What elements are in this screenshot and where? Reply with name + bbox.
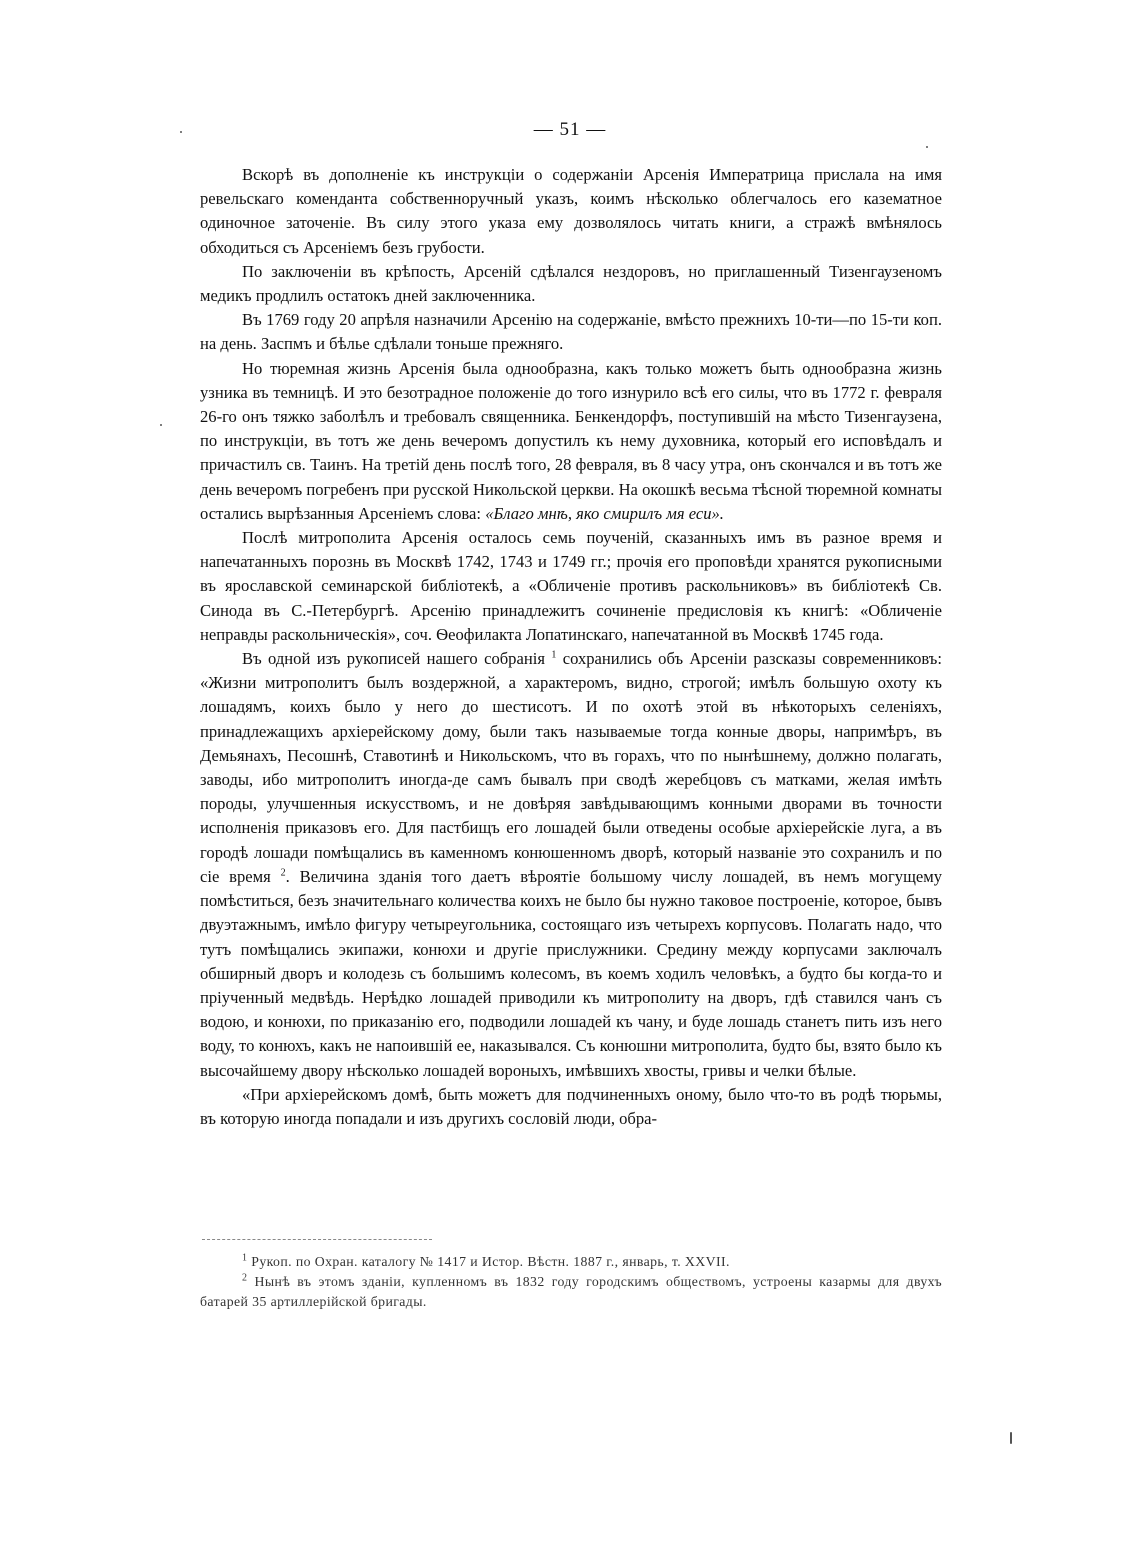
paragraph-3: Въ 1769 году 20 апрѣля назначили Арсенію на содержаніе, вмѣсто прежнихъ 10-ти—по 15-ти коп. на день. Заспмъ и бѣлье сдѣлали тоньше прежняго. — [200, 310, 942, 354]
main-text — [200, 163, 942, 1131]
paragraph-6 — [200, 647, 942, 1083]
paragraph-4 — [200, 357, 942, 526]
footnote-2 — [200, 1272, 942, 1312]
footnote-mark-1: 1 — [242, 1252, 248, 1264]
paragraph-2: По заключеніи въ крѣпость, Арсеній сдѣлался нездоровъ, но приглашенный Тизенгаузеномъ медикъ продлилъ остатокъ дней заключенника. — [200, 261, 942, 306]
scan-speck — [1010, 1432, 1012, 1444]
footnote-1 — [200, 1252, 942, 1272]
footnotes — [200, 1252, 942, 1312]
paragraph-6-end: . Величина зданія того даетъ вѣроятіе большому числу лошадей, въ немъ могущему помѣститься, безъ значительнаго количества коихъ не было бы нужно таковое построеніе, которое, бывъ двуэтажнымъ, имѣло фигуру четыреугольника, состоящаго изъ четырехъ корпусовъ. Полагать надо, что тутъ помѣщались экипажи, конюхи и другіе прислужники. Средину между корпусами заключалъ обширный дворъ и колодезь съ большимъ колесомъ, въ коемъ ходилъ человѣкъ, а будто бы когда-то и пріученный медвѣдь. Нерѣдко лошадей приводили къ митрополиту на дворъ, гдѣ ставился чанъ съ водою, и конюхи, по приказанію его, подводили лошадей къ чану, и буде лошадь станетъ пить изъ него воду, то конюхъ, какъ не напоившій ее, наказывался. Съ конюшни митрополита, будто бы, взято было къ высочайшему двору нѣсколько лошадей вороныхъ, имѣвшихъ хвосты, гривы и челки бѣлые. — [200, 866, 943, 1080]
paragraph-4-text: Но тюремная жизнь Арсенія была однообразна, какъ только можетъ быть однообразна жизнь узника въ темницѣ. И это безотрадное положеніе до того изнурило всѣ его силы, что въ 1772 г. февраля 26-го онъ тяжко заболѣлъ и требовалъ священника. Бенкендорфъ, поступившій на мѣсто Тизенгаузена, по инструкціи, въ тотъ же день вечеромъ допустилъ къ нему духовника, который его исповѣдалъ и причастилъ св. Таинъ. На третій день послѣ того, 28 февраля, въ 8 часу утра, онъ скончался и въ тотъ же день вечеромъ погребенъ при русской Никольской церкви. На окошкѣ весьма тѣсной тюремной комнаты остались вырѣзанныя Арсеніемъ слова: — [200, 358, 942, 523]
footnote-ref-1: 1 — [551, 649, 557, 661]
page-number: — 51 — — [533, 119, 607, 140]
paragraph-7: «При архіерейскомъ домѣ, быть можетъ для подчиненныхъ оному, было что-то въ родѣ тюрьмы, въ которую иногда попадали и изъ другихъ сословій люди, обра- — [200, 1084, 942, 1128]
inscription-quote: «Благо мнѣ, яко смирилъ мя еси». — [485, 503, 724, 523]
paragraph-5: Послѣ митрополита Арсенія осталось семь поученій, сказанныхъ имъ въ разное время и напечатанныхъ порознь въ Москвѣ 1742, 1743 и 1749 гг.; прочія его проповѣди хранятся рукописными въ ярославской семинарской библіотекѣ, а «Обличеніе противъ раскольниковъ» въ библіотекѣ Св. Синода въ С.-Петербургѣ. Арсенію принадлежитъ сочиненіе предисловія къ книгѣ: «Обличеніе неправды раскольническія», соч. Ѳеофилакта Лопатинскаго, напечатанной въ Москвѣ 1745 года. — [200, 528, 942, 644]
paragraph-1: Вскорѣ въ дополненіе къ инструкціи о содержаніи Арсенія Императрица прислала на имя ревельскаго коменданта собственноручный указъ, коимъ нѣсколько облегчалось его казематное одиночное заточеніе. Въ силу этого указа ему дозволялось читать книги, а стражѣ вмѣнялось обходиться съ Арсеніемъ безъ грубости. — [200, 165, 942, 257]
paragraph-6-middle: сохранились объ Арсеніи разсказы современниковъ: «Жизни митрополитъ былъ воздержной, а характеромъ, видно, строгой; имѣлъ большую охоту къ лошадямъ, коихъ было у него до шестисотъ. И по охотѣ этой въ нѣкоторыхъ селеніяхъ, принадлежащихъ архіерейскому дому, были такъ называемые тогда конные дворы, напримѣръ, въ Демьянахъ, Песошнѣ, Ставотинѣ и Никольскомъ, что въ горахъ, что по нынѣшнему, должно полагать, заводы, ибо митрополитъ иногда-де самъ бывалъ при сводѣ жеребцовъ съ матками, желая имѣть породы, улучшенныя искусствомъ, и не довѣряя завѣдывающимъ конными дворами въ точности исполненія приказовъ его. Для пастбищъ его лошадей были отведены особые архіерейскіе луга, а въ городѣ лошади помѣщались въ каменномъ конюшенномъ дворѣ, который названіе это сохранилъ и по сіе время — [200, 649, 942, 886]
paragraph-6-start: Въ одной изъ рукописей нашего собранія — [242, 649, 545, 669]
footnote-text-2: Нынѣ въ этомъ зданіи, купленномъ въ 1832 году городскимъ обществомъ, устроены казармы для двухъ батарей 35 артиллерійской бригады. — [200, 1274, 942, 1309]
scan-speck — [926, 146, 928, 148]
scan-speck — [180, 131, 182, 133]
footnote-separator — [202, 1239, 432, 1240]
scan-speck — [160, 424, 162, 426]
footnote-text-1: Рукоп. по Охран. каталогу № 1417 и Истор. Вѣстн. 1887 г., январь, т. XXVII. — [251, 1254, 730, 1269]
footnote-mark-2: 2 — [242, 1272, 248, 1284]
footnote-ref-2: 2 — [280, 867, 286, 879]
